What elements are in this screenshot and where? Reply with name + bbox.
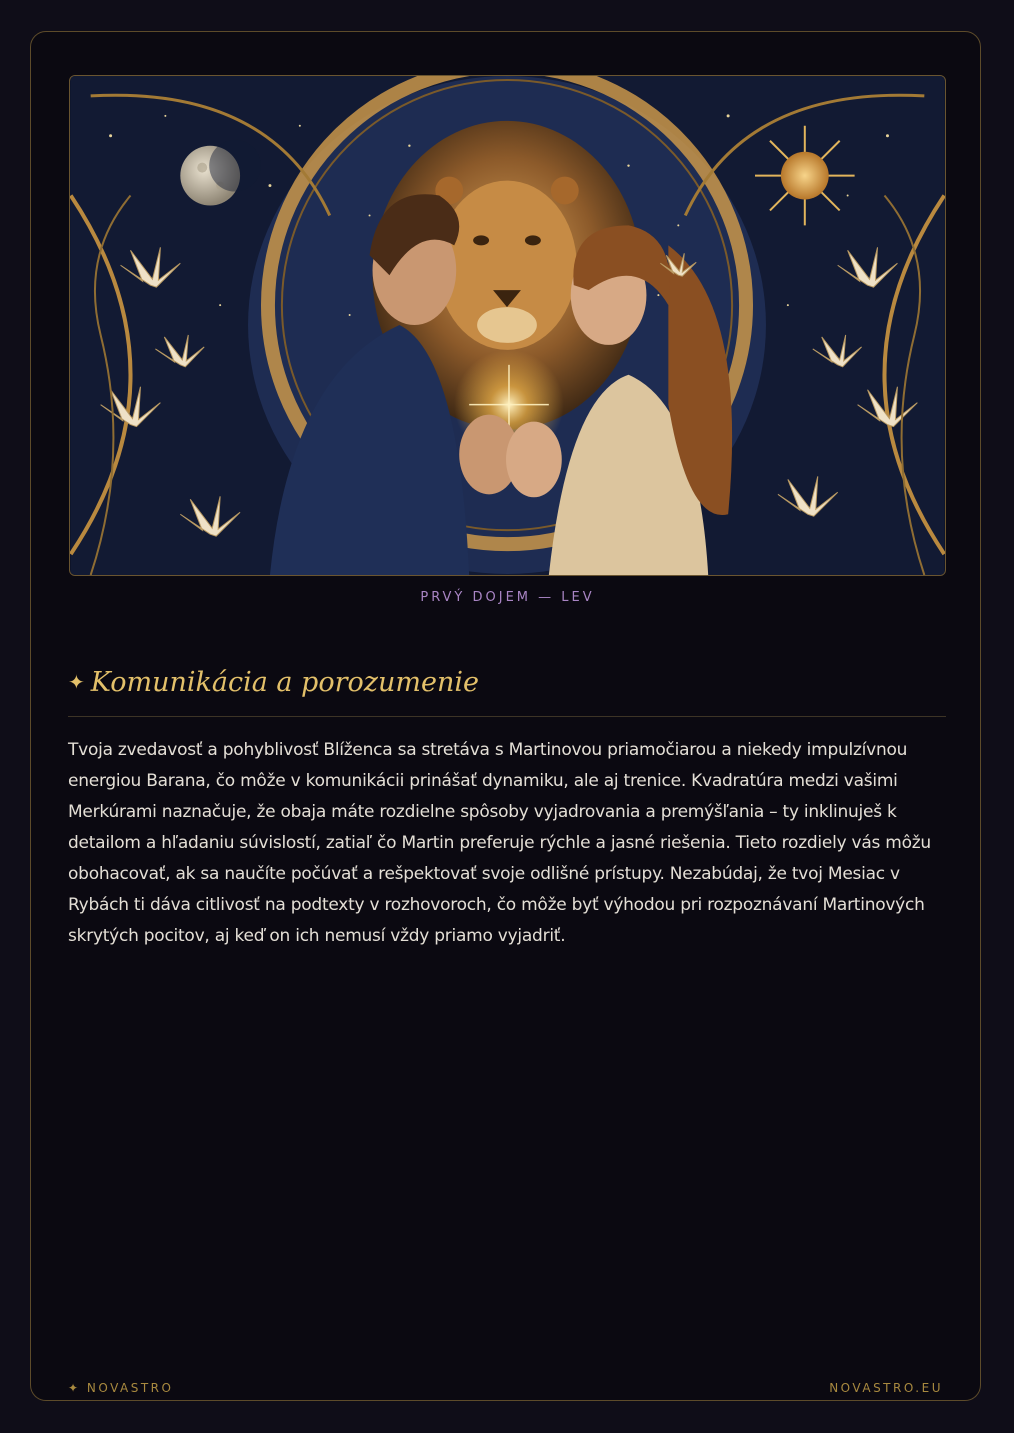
- section-body: Tvoja zvedavosť a pohyblivosť Blíženca sa stretáva s Martinovou priamočiarou a niekedy impulzívnou energiou Barana, čo môže v komunikácii prinášať dynamiku, ale aj trenice. Kvadratúra medzi vašimi Merkúrami naznačuje, že obaja máte rozdielne spôsoby vyjadrovania a premýšľania – ty inklinuješ k detailom a hľadaniu súvislostí, zatiaľ čo Martin preferuje rýchle a jasné riešenia. Tieto rozdiely vás môžu obohacovať, ak sa naučíte počúvať a rešpektovať svoje odlišné prístupy. Nezabúdaj, že tvoj Mesiac v Rybách ti dáva citlivosť na podtexty v rozhovoroch, čo môže byť výhodou pri rozpoznávaní Martinových skrytých pocitov, aj keď on ich nemusí vždy priamo vyjadriť.: [68, 740, 931, 946]
- page-frame: [30, 31, 981, 1401]
- section-divider: [68, 716, 946, 717]
- section-title: Komunikácia a porozumenie: [90, 666, 479, 698]
- image-caption: PRVÝ DOJEM — LEV: [420, 590, 595, 605]
- sun-icon: [755, 126, 855, 226]
- illustration-art: [70, 76, 945, 575]
- zodiac-illustration: [69, 75, 946, 576]
- section-heading: [68, 662, 479, 702]
- star-icon: ✦: [68, 670, 85, 694]
- footer-site-link[interactable]: NOVASTRO.EU: [829, 1381, 943, 1395]
- footer-brand: ✦ NOVASTRO: [68, 1381, 174, 1395]
